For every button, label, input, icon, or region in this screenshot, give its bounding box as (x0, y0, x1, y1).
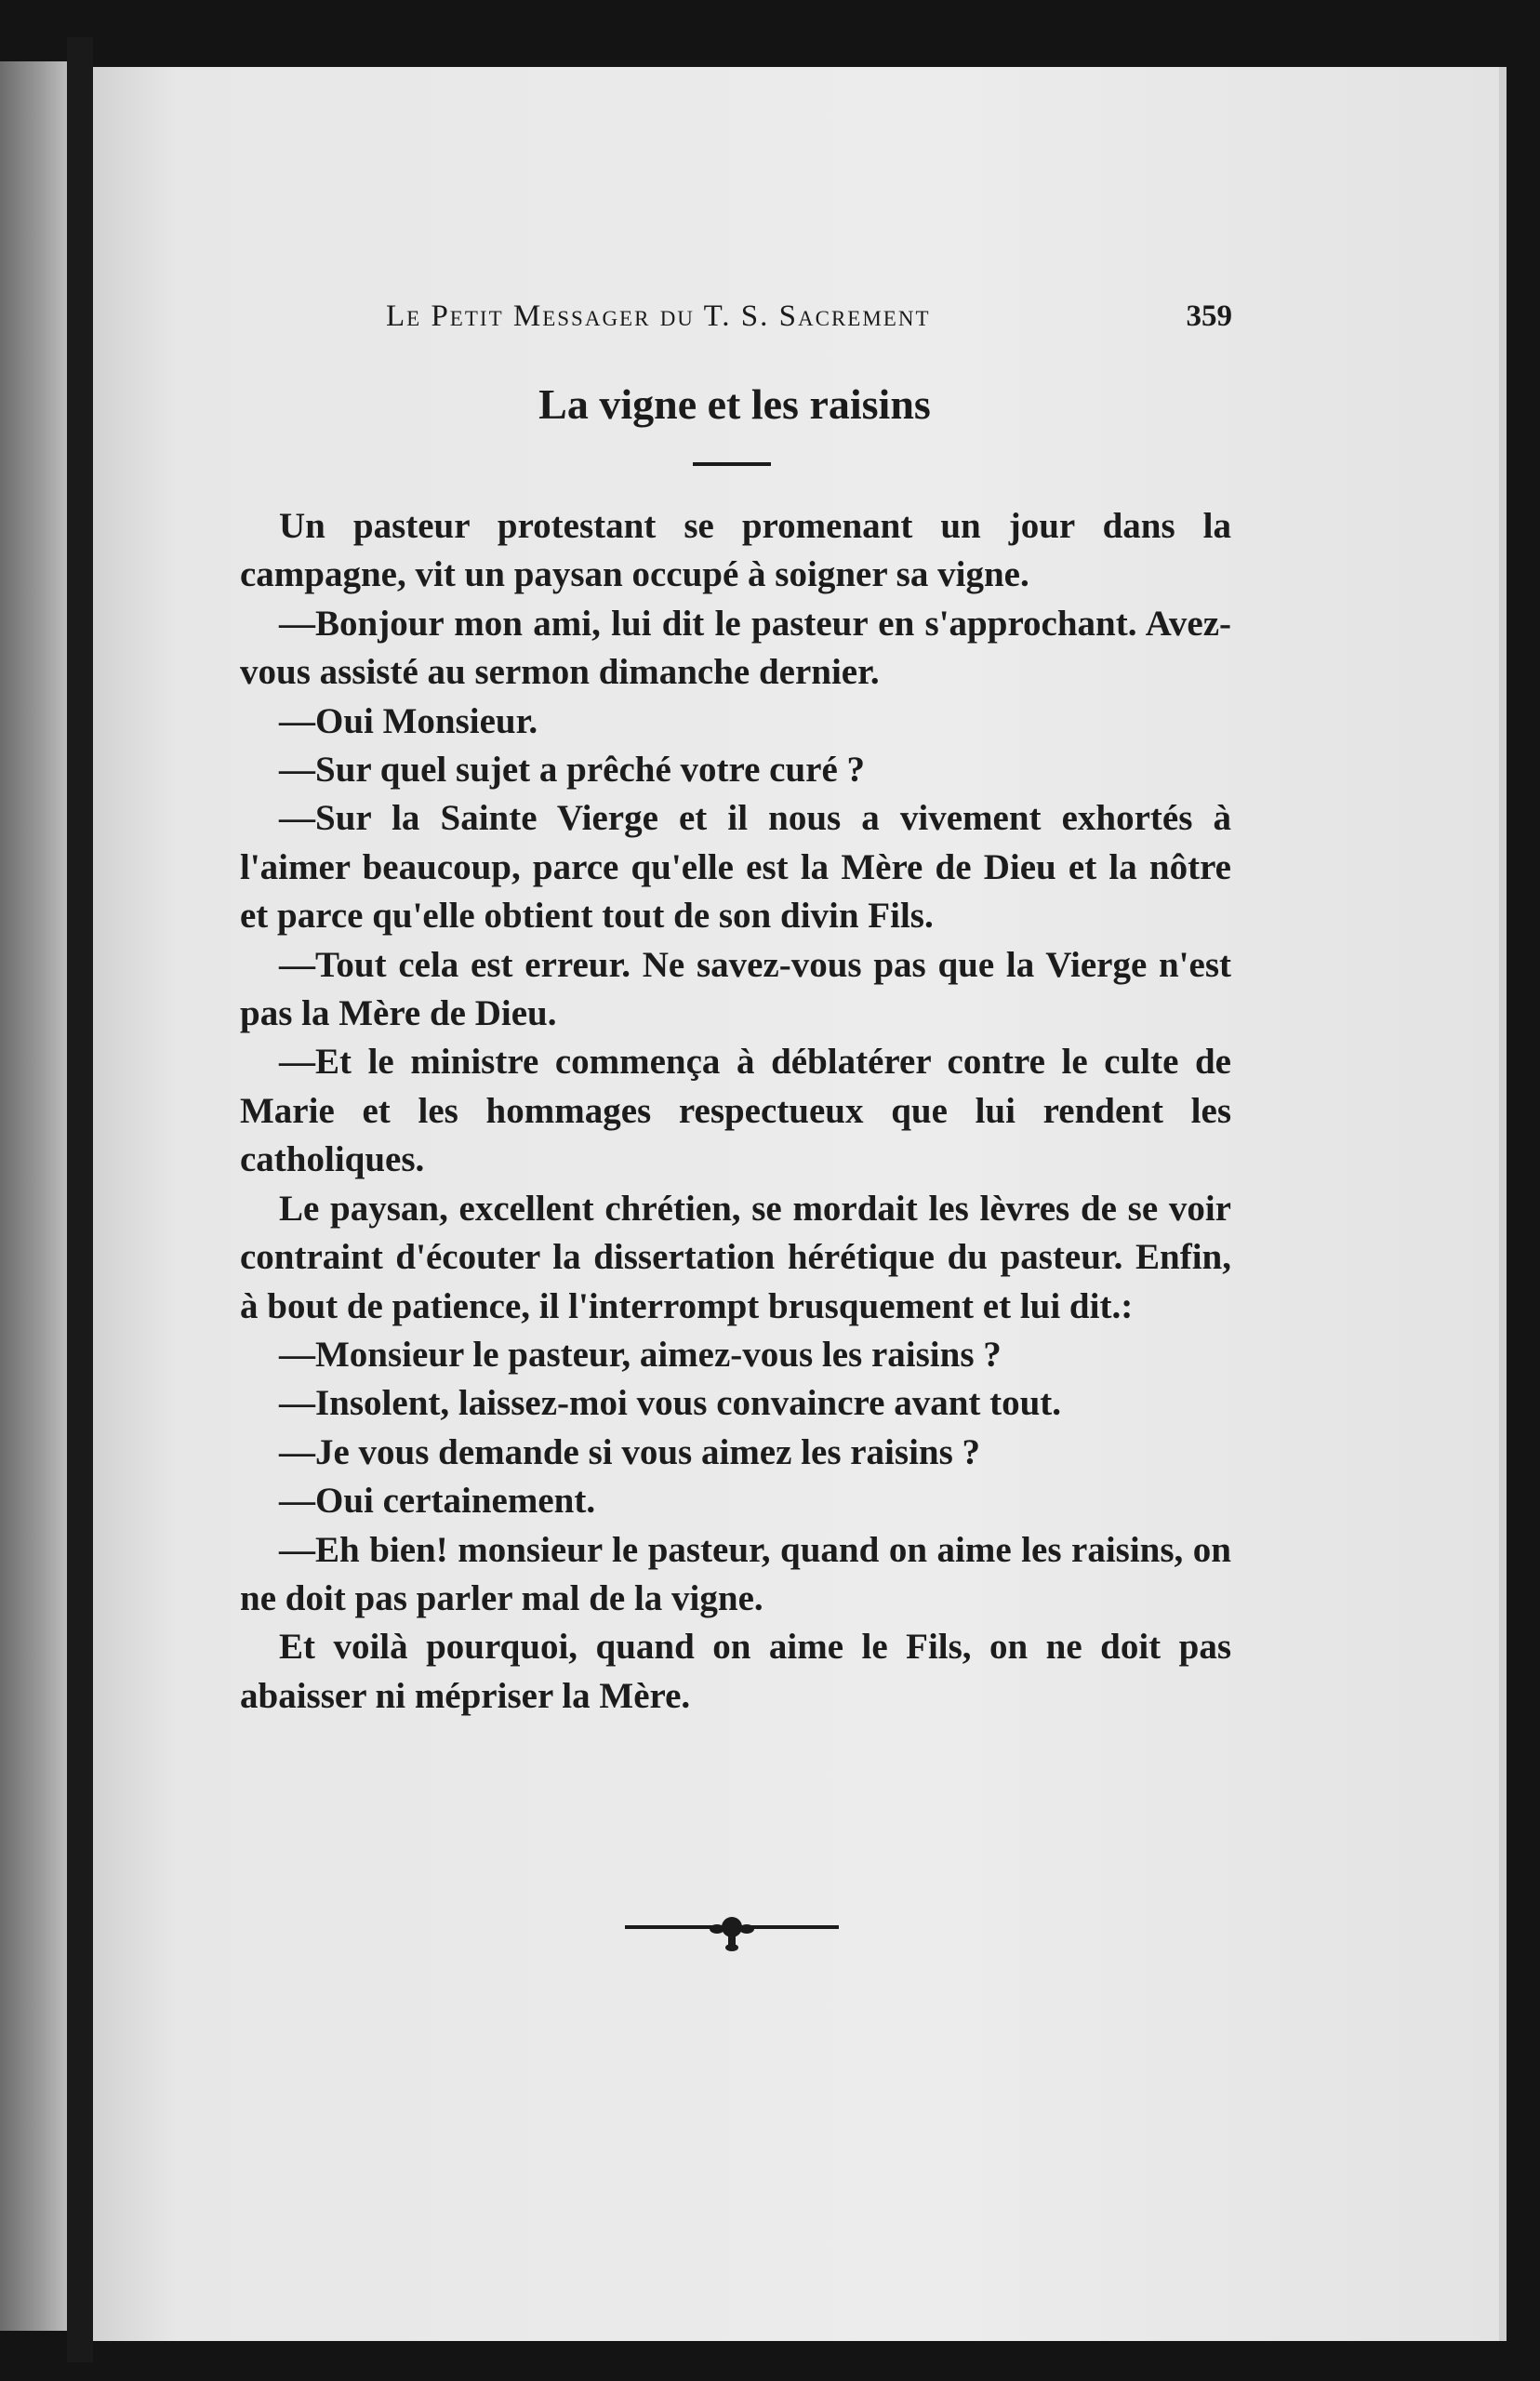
paragraph: Un pasteur protestant se promenant un jour dans la campagne, vit un paysan occupé à soigner sa vigne. (240, 506, 1231, 595)
paragraph: —Sur quel sujet a prêché votre curé ? (279, 750, 866, 791)
running-title: Le Petit Messager du T. S. Sacrement (386, 299, 931, 333)
article-body (240, 502, 1231, 1721)
paragraph: —Sur la Sainte Vierge et il nous a vivement exhortés à l'aimer beaucoup, parce qu'elle est la Mère de Dieu et la nôtre et parce qu'elle obtient tout de son divin Fils. (240, 798, 1231, 937)
page-number: 359 (1186, 299, 1232, 333)
article-title: La vigne et les raisins (538, 380, 931, 428)
paragraph: Et voilà pourquoi, quand on aime le Fils, on ne doit pas abaisser ni mépriser la Mère. (240, 1627, 1231, 1716)
paragraph: —Monsieur le pasteur, aimez-vous les raisins ? (279, 1334, 1002, 1375)
facing-page-edge (0, 61, 67, 2331)
paragraph: —Insolent, laissez-moi vous convaincre avant tout. (279, 1383, 1062, 1424)
paragraph: —Bonjour mon ami, lui dit le pasteur en s'approchant. Avez-vous assisté au sermon dimanche dernier. (240, 603, 1231, 693)
paragraph: —Je vous demande si vous aimez les raisins ? (279, 1431, 981, 1472)
paragraph: —Oui certainement. (279, 1481, 596, 1522)
end-ornament (625, 1907, 839, 1953)
title-rule (693, 462, 771, 466)
running-head (386, 299, 1232, 344)
paragraph: —Et le ministre commença à déblatérer contre le culte de Marie et les hommages respectueux que lui rendent les catholiques. (240, 1042, 1231, 1180)
paragraph: —Tout cela est erreur. Ne savez-vous pas que la Vierge n'est pas la Mère de Dieu. (240, 944, 1231, 1034)
paragraph: Le paysan, excellent chrétien, se mordait les lèvres de se voir contraint d'écouter la dissertation hérétique du pasteur. Enfin, à bout de patience, il l'interrompt brusquement et lui dit.: (240, 1188, 1231, 1326)
paragraph: —Eh bien! monsieur le pasteur, quand on aime les raisins, on ne doit pas parler mal de la vigne. (240, 1529, 1231, 1618)
paragraph: —Oui Monsieur. (279, 700, 538, 741)
book-gutter (67, 37, 93, 2362)
